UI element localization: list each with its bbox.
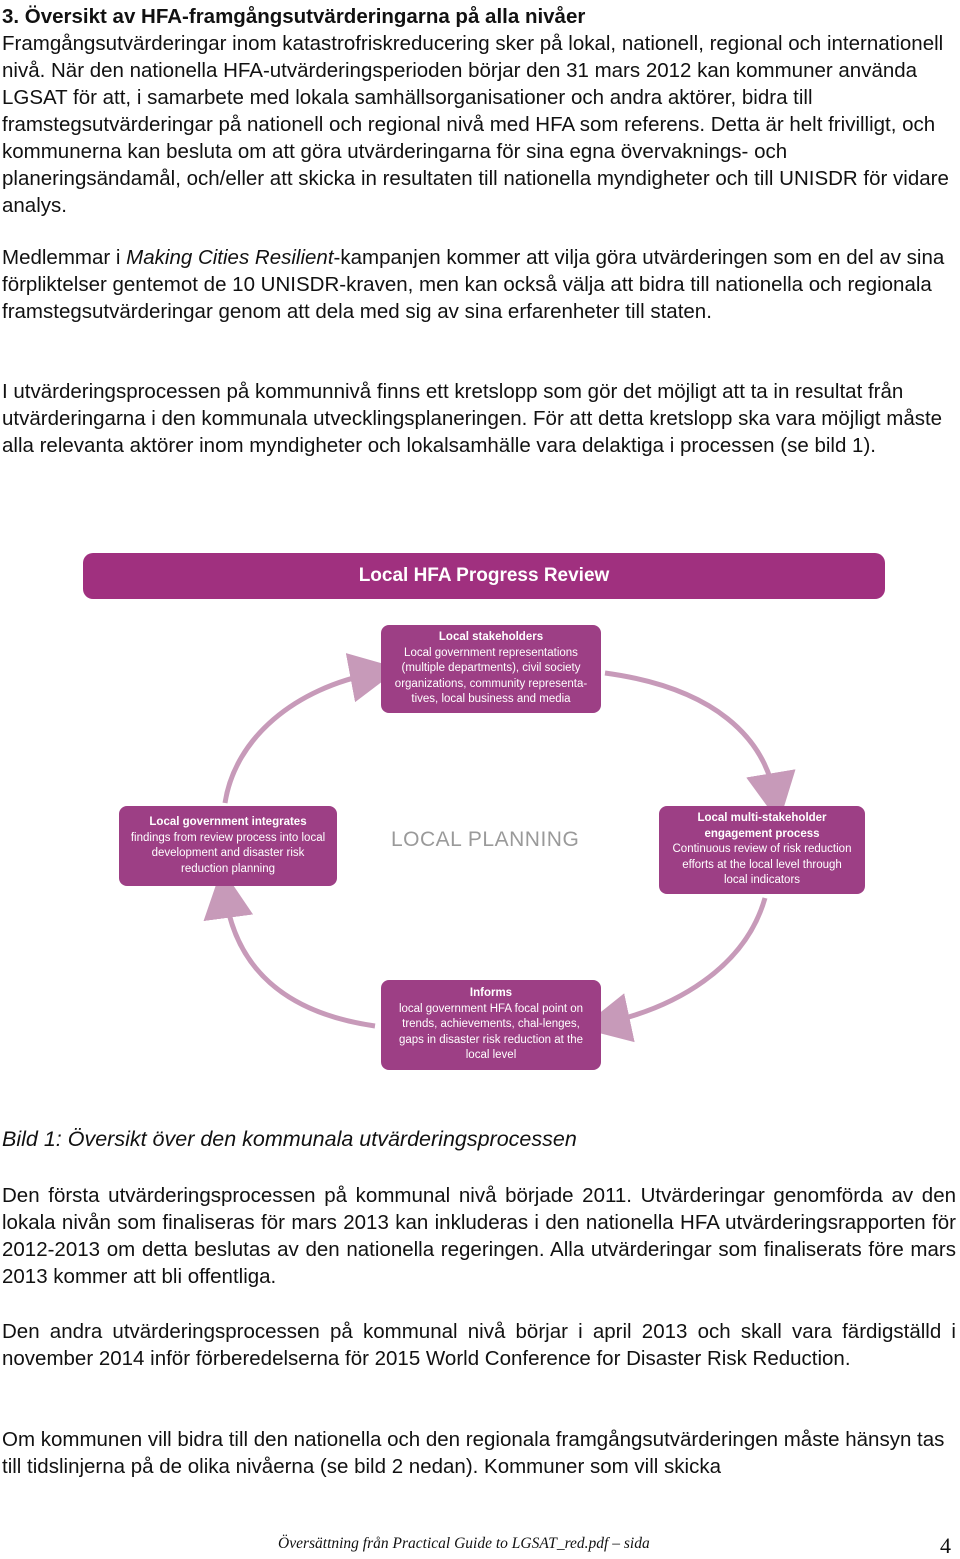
paragraph-5: Den andra utvärderingsprocessen på kommunal nivå börjar i april 2013 och skall vara färdigställd i november 2014 inför förberedelserna för 2015 World Conference for Disaster Risk Reduction.	[2, 1320, 956, 1370]
arrow-integrates-to-stakeholders	[225, 673, 375, 803]
local-planning-label: LOCAL PLANNING	[391, 828, 580, 851]
arrow-engagement-to-informs	[605, 898, 765, 1023]
engagement-title: Local multi-stakeholder engagement process	[697, 812, 827, 840]
progress-review-diagram	[75, 548, 890, 1073]
informs-title: Informs	[469, 987, 513, 1000]
page-number: 4	[940, 1533, 951, 1558]
stakeholders-text: Local government representations (multiple departments), civil society organizations, community representa-tives, local business and media	[394, 646, 588, 706]
diagram-title: Local HFA Progress Review	[83, 553, 885, 599]
engagement-text: Continuous review of risk reduction efforts at the local level through local indicators	[672, 843, 852, 887]
paragraph-3: I utvärderingsprocessen på kommunnivå finns ett kretslopp som gör det möjligt att ta in resultat från utvärderingarna i den kommunala utvecklingsplaneringen. För att detta kretslopp ska vara möjligt måste alla relevanta aktörer inom myndigheter och lokalsamhälle vara delaktiga i processen (se bild 1).	[2, 380, 943, 457]
figure-caption: Bild 1: Översikt över den kommunala utvärderingsprocessen	[2, 1127, 577, 1151]
arrow-informs-to-integrates	[225, 893, 375, 1026]
integrates-text: findings from review process into local development and disaster risk reduction planning	[130, 831, 326, 875]
informs-text: local government HFA focal point on trends, achievements, chal-lenges, gaps in disaster risk reduction at the local level	[398, 1002, 584, 1062]
campaign-name: Making Cities Resilient	[126, 246, 334, 269]
paragraph-2-start: Medlemmar i	[2, 246, 127, 269]
page-footer: Översättning från Practical Guide to LGSAT_red.pdf – sida	[278, 1535, 650, 1552]
stakeholders-box	[381, 625, 601, 713]
paragraph-6: Om kommunen vill bidra till den nationella och den regionala framgångsutvärderingen måste hänsyn tas till tidslinjerna på de olika nivåerna (se bild 2 nedan). Kommuner som vill skicka	[2, 1428, 945, 1478]
integrates-title: Local government integrates	[149, 816, 307, 828]
paragraph-4: Den första utvärderingsprocessen på kommunal nivå började 2011. Utvärderingar genomförda av den lokala nivån som finaliseras för mars 2013 kan inkluderas i den nationella HFA utvärderingsrapporten för 2012-2013 om detta beslutas av den nationella regeringen. Alla utvärderingar som finaliserats före mars 2013 kommer att bli offentliga.	[2, 1184, 956, 1288]
section-heading: 3. Översikt av HFA-framgångsutvärderingarna på alla nivåer	[2, 5, 586, 28]
informs-box	[381, 980, 601, 1070]
engagement-box	[659, 806, 865, 894]
paragraph-2-end: -kampanjen kommer att vilja göra utvärderingen som en del av sina förpliktelser gentemot de 10 UNISDR-kraven, men kan också välja att bidra till nationella och regionala framstegsutvärderingar genom att dela med sig av sina erfarenheter till staten.	[2, 246, 945, 323]
stakeholders-title: Local stakeholders	[438, 631, 544, 644]
paragraph-2	[2, 244, 956, 325]
integrates-box	[119, 806, 337, 886]
paragraph-1: Framgångsutvärderingar inom katastrofriskreducering sker på lokal, nationell, regional och internationell nivå. När den nationella HFA-utvärderingsperioden börjar den 31 mars 2012 kan kommuner använda LGSAT för att, i samarbete med lokala samhällsorganisationer och andra aktörer, bidra till framstegsutvärderingar på nationell och regional nivå med HFA som referens. Detta är helt frivilligt, och kommunerna kan besluta om att göra utvärderingarna för sina egna övervaknings- och planeringsändamål, och/eller att skicka in resultaten till nationella myndigheter och till UNISDR för vidare analys.	[2, 32, 949, 217]
arrow-stakeholders-to-engagement	[605, 673, 775, 798]
